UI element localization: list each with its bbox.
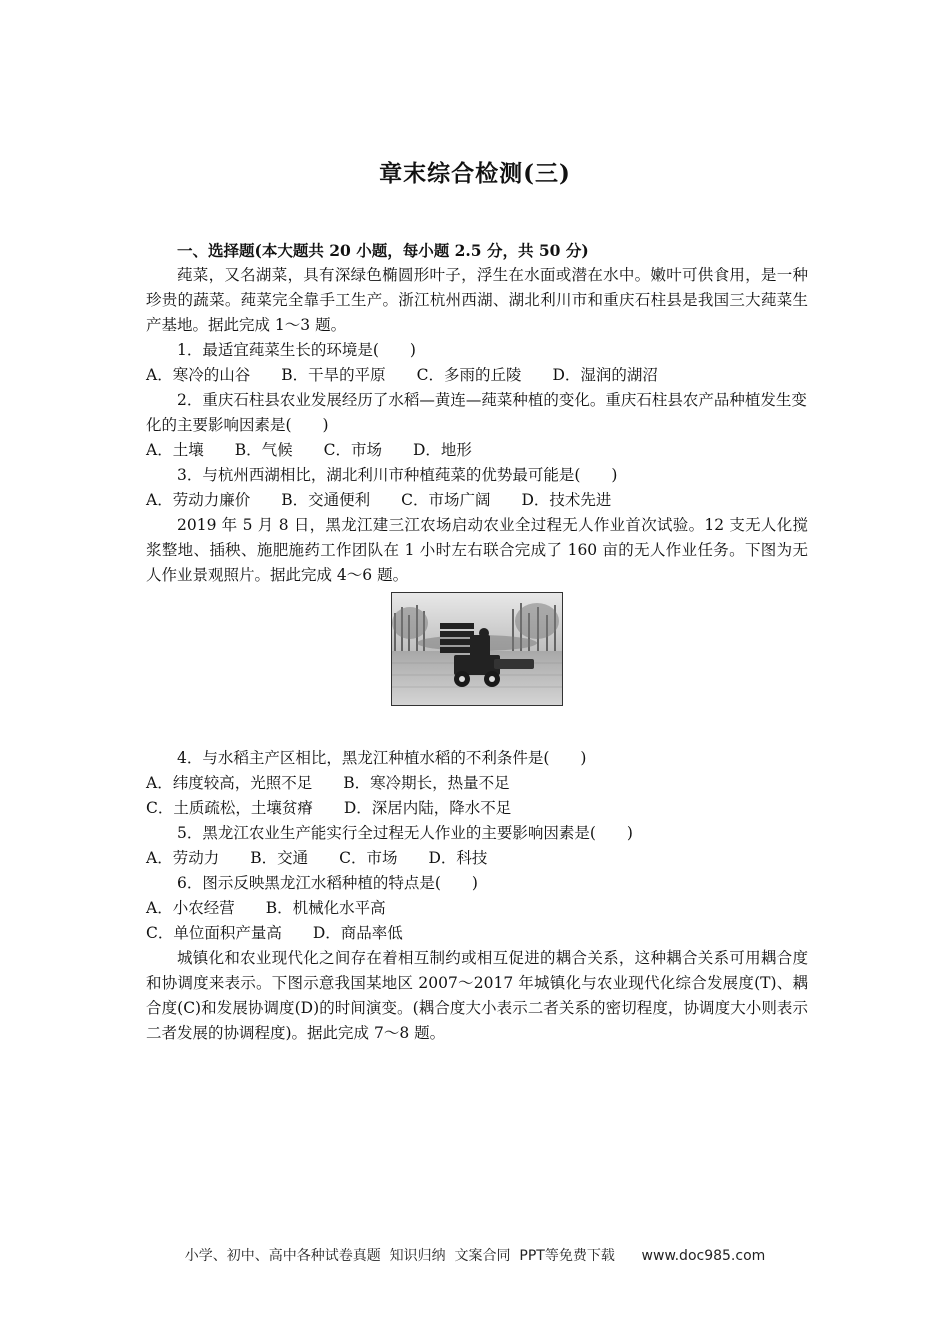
passage-1: 莼菜，又名湖菜，具有深绿色椭圆形叶子，浮生在水面或潜在水中。嫩叶可供食用，是一种珍贵的蔬菜。莼菜完全靠手工生产。浙江杭州西湖、湖北利川市和重庆石柱县是我国三大莼菜生产基地。据此完成 1～3 题。: [146, 266, 808, 334]
question-1-options: A．寒冷的山谷 B．干旱的平原 C．多雨的丘陵 D．湿润的湖沼: [146, 366, 658, 384]
question-1-stem: 1．最适宜莼菜生长的环境是( ): [177, 341, 416, 359]
footer-banner: 小学、初中、高中各种试卷真题 知识归纳 文案合同 PPT等免费下载 www.doc985.com: [184, 1248, 766, 1264]
question-4-options-ab: A．纬度较高，光照不足 B．寒冷期长，热量不足: [146, 774, 510, 792]
passage-3: 城镇化和农业现代化之间存在着相互制约或相互促进的耦合关系，这种耦合关系可用耦合度和协调度来表示。下图示意我国某地区 2007～2017 年城镇化与农业现代化综合发展度(T)、耦合度(C)和发展协调度(D)的时间演变。(耦合度大小表示二者关系的密切程度，协调度大小则表示二者发展的协调程度)。据此完成 7～8 题。: [146, 949, 808, 1042]
section-heading: 一、选择题(本大题共 20 小题，每小题 2.5 分，共 50 分): [177, 241, 589, 260]
question-2-options: A．土壤 B．气候 C．市场 D．地形: [146, 441, 472, 459]
page-title: 章末综合检测(三): [379, 160, 571, 187]
question-3-options: A．劳动力廉价 B．交通便利 C．市场广阔 D．技术先进: [146, 491, 612, 509]
question-4-options-cd: C．土质疏松，土壤贫瘠 D．深居内陆，降水不足: [146, 799, 512, 817]
question-6-options-ab: A．小农经营 B．机械化水平高: [146, 899, 386, 917]
question-5-stem: 5．黑龙江农业生产能实行全过程无人作业的主要影响因素是( ): [177, 824, 633, 842]
unmanned-farming-photo: [391, 592, 563, 706]
exam-content: [146, 238, 808, 1046]
question-6-stem: 6．图示反映黑龙江水稻种植的特点是( ): [177, 874, 478, 892]
question-5-options: A．劳动力 B．交通 C．市场 D．科技: [146, 849, 488, 867]
question-2-stem: 2．重庆石柱县农业发展经历了水稻—黄连—莼菜种植的变化。重庆石柱县农产品种植发生变化的主要影响因素是( ): [146, 391, 807, 434]
question-4-stem: 4．与水稻主产区相比，黑龙江种植水稻的不利条件是( ): [177, 749, 587, 767]
passage-2: 2019 年 5 月 8 日，黑龙江建三江农场启动农业全过程无人作业首次试验。12 支无人化搅浆整地、插秧、施肥施药工作团队在 1 小时左右联合完成了 160 亩的无人作业任务。下图为无人作业景观照片。据此完成 4～6 题。: [146, 516, 808, 584]
question-6-options-cd: C．单位面积产量高 D．商品率低: [146, 924, 403, 942]
question-3-stem: 3．与杭州西湖相比，湖北利川市种植莼菜的优势最可能是( ): [177, 466, 618, 484]
